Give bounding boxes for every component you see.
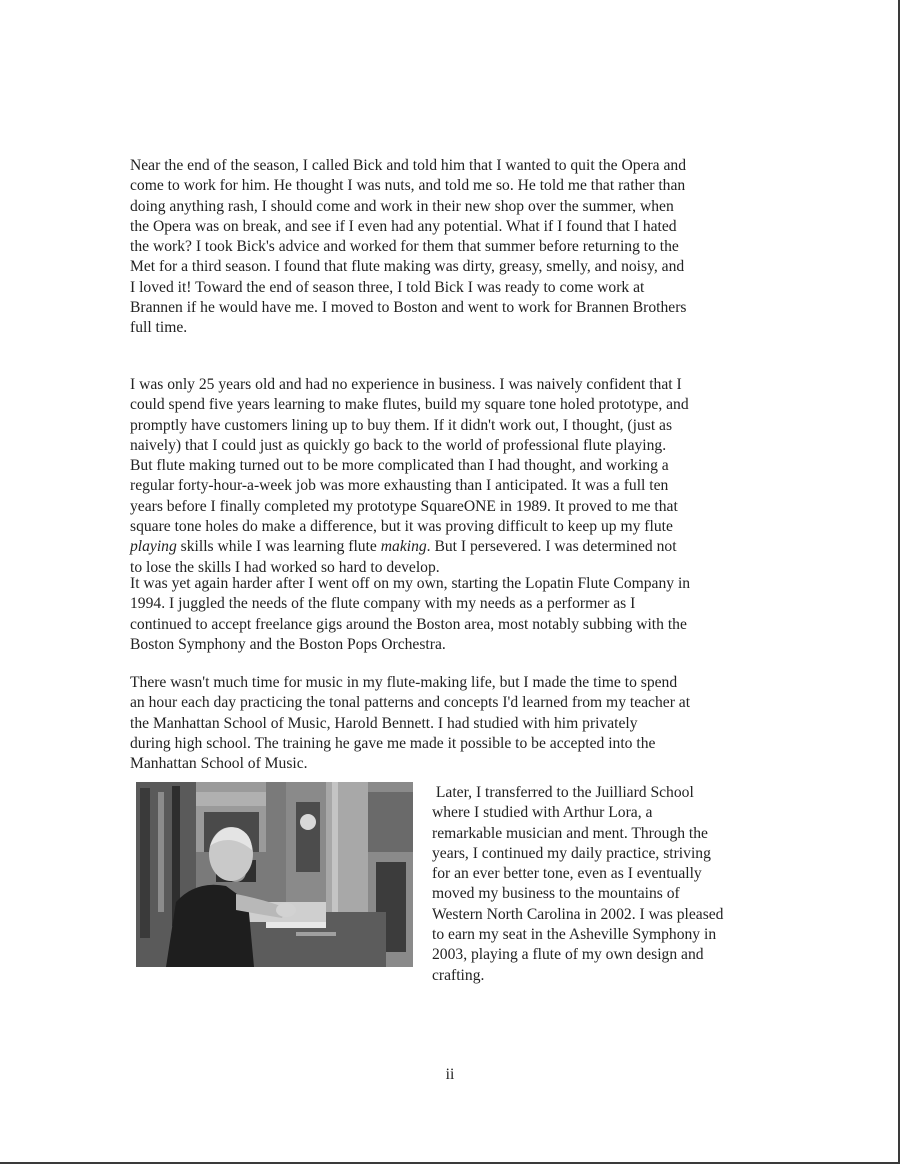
text-line: Near the end of the season, I called Bick and told him that I wanted to quit the Opera and (130, 157, 686, 174)
text-line: Later, I transferred to the Juilliard School (432, 784, 694, 801)
emphasis-making: making (380, 538, 427, 556)
text-line: continued to accept freelance gigs around the Boston area, most notably subbing with the (130, 615, 687, 633)
workshop-photo-drawing (136, 782, 413, 967)
text-line: 1994. I juggled the needs of the flute company with my needs as a performer as I (130, 595, 636, 613)
text-line: come to work for him. He thought I was nuts, and told me so. He told me that rather than (130, 177, 686, 195)
text-line: where I studied with Arthur Lora, a (432, 804, 653, 822)
paragraph-lopatin-company (130, 574, 770, 655)
text-line: naively) that I could just as quickly go back to the world of professional flute playing. (130, 436, 667, 454)
workshop-photo (136, 782, 413, 967)
text-line: Manhattan School of Music. (130, 755, 308, 773)
text-line: Western North Carolina in 2002. I was pleased (432, 905, 724, 923)
paragraph-early-career (130, 375, 770, 578)
paragraph-practice (130, 673, 770, 774)
text-line: It was yet again harder after I went off on my own, starting the Lopatin Flute Company in (130, 575, 691, 592)
text-line: could spend five years learning to make flutes, build my square tone holed prototype, and (130, 396, 689, 414)
text-line: But flute making turned out to be more complicated than I had thought, and working a (130, 457, 669, 475)
text-line: full time. (130, 319, 188, 337)
text-line: Brannen if he would have me. I moved to Boston and went to work for Brannen Brothers (130, 299, 687, 317)
paragraph-juilliard (432, 783, 767, 986)
text-line: crafting. (432, 966, 485, 984)
text-line: I loved it! Toward the end of season three, I told Bick I was ready to come work at (130, 278, 645, 296)
text-line: 2003, playing a flute of my own design and (432, 946, 704, 964)
text-line: promptly have customers lining up to buy them. If it didn't work out, I thought, (just as (130, 416, 673, 434)
text-line: moved my business to the mountains of (432, 885, 680, 903)
text-line: to lose the skills I had worked so hard to develop. (130, 558, 440, 576)
text-line: regular forty-hour-a-week job was more exhausting than I anticipated. It was a full ten (130, 477, 669, 495)
text-line: years, I continued my daily practice, striving (432, 844, 711, 862)
text-line: during high school. The training he gave me made it possible to be accepted into the (130, 734, 656, 752)
text-line: remarkable musician and ment. Through the (432, 824, 708, 842)
text-line: the Manhattan School of Music, Harold Bennett. I had studied with him privately (130, 714, 638, 732)
text-line: There wasn't much time for music in my flute-making life, but I made the time to spend (130, 674, 678, 691)
text-line: years before I finally completed my prototype SquareONE in 1989. It proved to me that (130, 497, 678, 515)
text-line: I was only 25 years old and had no experience in business. I was naively confident that I (130, 376, 682, 393)
page-number: ii (445, 1066, 455, 1083)
text-line: doing anything rash, I should come and work in their new shop over the summer, when (130, 197, 674, 215)
text-line: the work? I took Bick's advice and worked for them that summer before returning to the (130, 238, 679, 256)
text-line: to earn my seat in the Asheville Symphony in (432, 926, 717, 944)
text-line-with-emphasis (130, 537, 770, 557)
paragraph-quitting-opera (130, 156, 770, 339)
text-fragment: skills while I was learning flute (176, 538, 381, 556)
text-line: Boston Symphony and the Boston Pops Orchestra. (130, 635, 446, 653)
text-line: Met for a third season. I found that flute making was dirty, greasy, smelly, and noisy, and (130, 258, 685, 276)
text-line: for an ever better tone, even as I eventually (432, 865, 702, 883)
text-line: the Opera was on break, and see if I even had any potential. What if I found that I hated (130, 217, 677, 235)
emphasis-playing: playing (130, 538, 177, 556)
text-line: square tone holes do make a difference, but it was proving difficult to keep up my flute (130, 518, 673, 536)
text-line: an hour each day practicing the tonal patterns and concepts I'd learned from my teacher at (130, 694, 691, 712)
text-fragment: . But I persevered. I was determined not (426, 538, 677, 556)
